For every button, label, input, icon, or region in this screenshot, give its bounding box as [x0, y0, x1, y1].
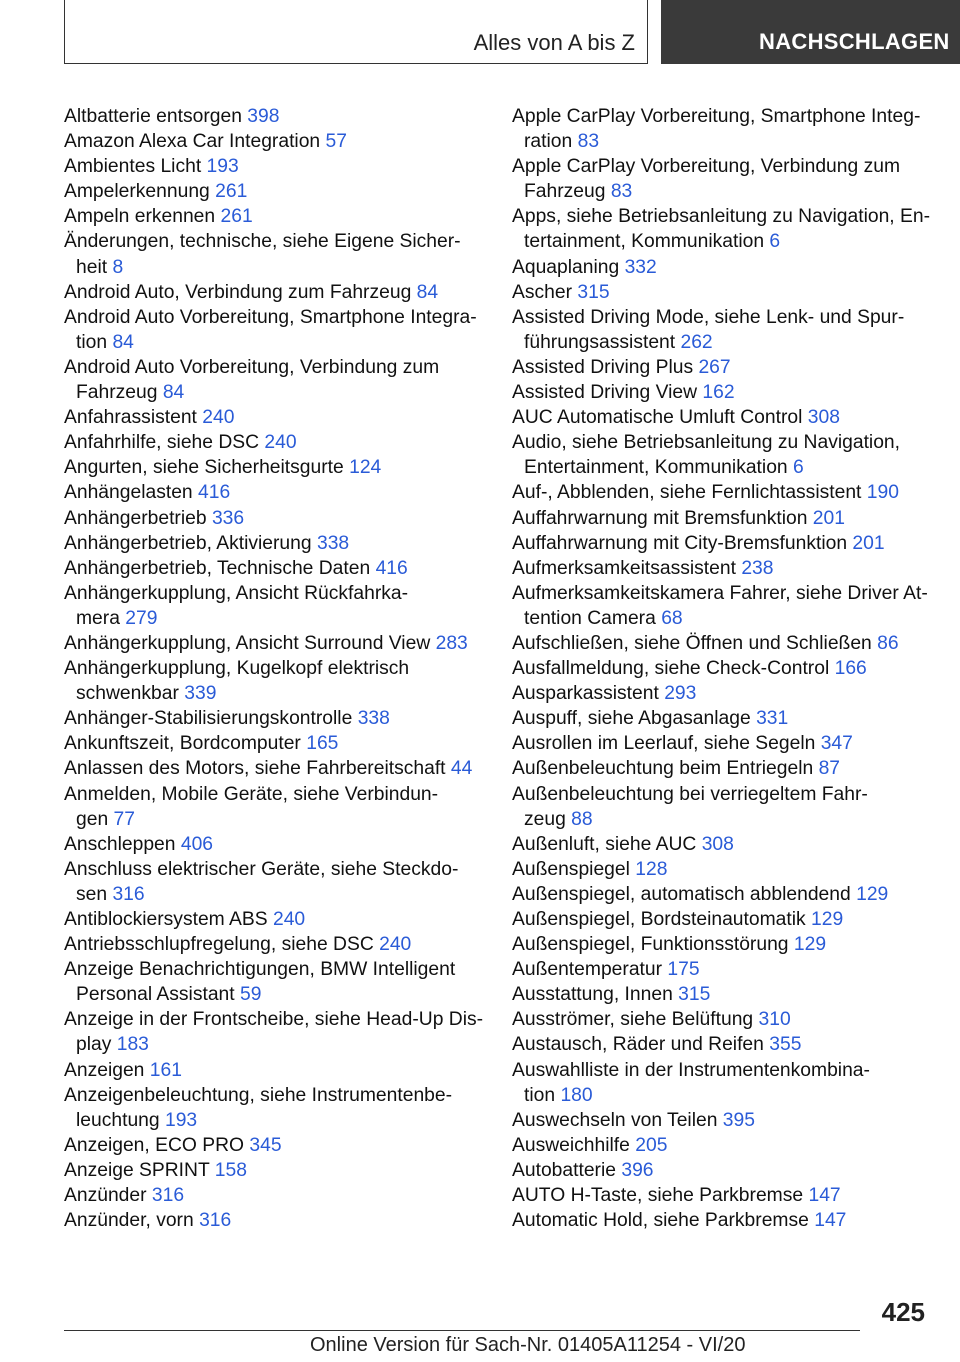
- index-term: play: [76, 1034, 112, 1056]
- index-entry: [512, 1133, 932, 1158]
- page-link[interactable]: 338: [316, 532, 350, 554]
- index-entry: [512, 380, 932, 405]
- footer-divider: [64, 1330, 860, 1331]
- index-term: Außenbeleuchtung bei verriegeltem Fahr-: [512, 783, 868, 805]
- index-term: Ausrollen im Leerlauf, siehe Segeln: [512, 733, 816, 755]
- page-link[interactable]: 205: [635, 1134, 668, 1156]
- index-term: Anzünder: [64, 1185, 147, 1207]
- index-term: Angurten, siehe Sicherheitsgurte: [64, 457, 344, 479]
- index-term: Änderungen, technische, siehe Eigene Sicher-: [64, 231, 461, 253]
- page-link[interactable]: 158: [214, 1159, 247, 1181]
- index-entry: [512, 355, 932, 380]
- index-term: zeug: [524, 808, 566, 830]
- page-link[interactable]: 240: [379, 934, 412, 956]
- index-entry: [64, 706, 484, 731]
- page-link[interactable]: 165: [306, 733, 339, 755]
- index-entry: [64, 154, 484, 179]
- index-term: Apple CarPlay Vorbereitung, Verbindung zum: [512, 156, 901, 178]
- page-link[interactable]: 398: [247, 106, 280, 127]
- index-entry: [512, 932, 932, 957]
- index-entry: [64, 1133, 484, 1158]
- index-term: sen: [76, 883, 108, 905]
- index-term: Android Auto Vorbereitung, Smartphone Integra-: [64, 306, 477, 328]
- header-chapter-box: [64, 0, 648, 64]
- page-link[interactable]: 339: [184, 683, 217, 705]
- index-entry: [64, 305, 484, 355]
- index-term: Außentemperatur: [512, 959, 663, 981]
- index-entry: [64, 1083, 484, 1133]
- index-entry: [512, 782, 932, 832]
- index-term: Anhängerbetrieb: [64, 507, 207, 529]
- page-link[interactable]: 336: [211, 507, 245, 529]
- page-link[interactable]: 267: [698, 356, 731, 378]
- index-term: Auswahlliste in der Instrumentenkombina-: [512, 1059, 870, 1081]
- index-term: gen: [76, 808, 109, 830]
- page-link[interactable]: 308: [701, 833, 734, 855]
- page-link[interactable]: 124: [349, 457, 382, 479]
- index-entry: [512, 982, 932, 1007]
- index-entry: [64, 1183, 484, 1208]
- index-entry: [64, 782, 484, 832]
- index-term: Ankunftszeit, Bordcomputer: [64, 733, 301, 755]
- page-link[interactable]: 129: [793, 934, 827, 956]
- index-term: Anzeige Benachrichtigungen, BMW Intelligent: [64, 959, 456, 981]
- page-link[interactable]: 240: [202, 407, 235, 429]
- index-term: Anschluss elektrischer Geräte, siehe Steckdo-: [64, 858, 459, 880]
- index-term: Antriebsschlupfregelung, siehe DSC: [64, 934, 374, 956]
- index-entry: [64, 1208, 484, 1233]
- index-term: leuchtung: [76, 1109, 160, 1131]
- index-term: Ausparkassistent: [512, 683, 659, 705]
- page-link[interactable]: 261: [215, 181, 248, 203]
- index-entry: [512, 305, 932, 355]
- page-link[interactable]: 6: [793, 457, 804, 479]
- index-entry: [64, 907, 484, 932]
- index-term: Anhängerkupplung, Ansicht Rückfahrka-: [64, 582, 409, 604]
- page-link[interactable]: 183: [116, 1034, 149, 1056]
- header-section-tab: [661, 0, 960, 64]
- index-entry: [512, 405, 932, 430]
- index-term: Ampelerkennung: [64, 181, 210, 203]
- page-link[interactable]: 175: [667, 959, 700, 981]
- page-link[interactable]: 283: [435, 632, 468, 654]
- page-link[interactable]: 84: [162, 382, 185, 404]
- page-link[interactable]: 77: [113, 808, 135, 830]
- index-term: Amazon Alexa Car Integration: [64, 131, 321, 153]
- index-term: Anhängerbetrieb, Technische Daten: [64, 557, 371, 579]
- page-link[interactable]: 8: [112, 256, 124, 278]
- index-term: Anhängerkupplung, Kugelkopf elektrisch: [64, 658, 410, 680]
- page-link[interactable]: 86: [877, 632, 899, 654]
- page-link[interactable]: 88: [571, 808, 593, 830]
- index-entry: [512, 832, 932, 857]
- page-link[interactable]: 240: [264, 432, 297, 454]
- index-term: Anhänger-Stabilisierungskontrolle: [64, 708, 353, 730]
- page-link[interactable]: 395: [722, 1109, 755, 1131]
- index-entry: [512, 1058, 932, 1108]
- page-link[interactable]: 201: [812, 507, 845, 529]
- index-term: Assisted Driving Plus: [512, 356, 694, 378]
- chapter-title: Alles von A bis Z: [473, 30, 635, 55]
- page-link[interactable]: 128: [635, 858, 668, 880]
- index-entry: [512, 907, 932, 932]
- index-term: Außenspiegel, Bordsteinautomatik: [512, 909, 806, 930]
- page-link[interactable]: 396: [621, 1159, 654, 1181]
- index-term: Ausfallmeldung, siehe Check-Control: [512, 658, 830, 680]
- page-link[interactable]: 316: [199, 1210, 232, 1232]
- index-term: Außenspiegel: [512, 858, 630, 880]
- index-term: Fahrzeug: [524, 181, 606, 203]
- page-link[interactable]: 129: [811, 909, 844, 930]
- page-link[interactable]: 262: [680, 331, 713, 353]
- index-term: mera: [76, 607, 120, 629]
- index-entry: [64, 957, 484, 1007]
- index-term: Anzeige in der Frontscheibe, siehe Head-Up Dis-: [64, 1009, 484, 1031]
- page-link[interactable]: 83: [577, 131, 600, 153]
- index-term: Aquaplaning: [512, 256, 620, 278]
- index-term: Anzünder, vorn: [64, 1210, 194, 1232]
- index-term: Anschleppen: [64, 833, 176, 855]
- page-link[interactable]: 83: [610, 181, 633, 203]
- page-link[interactable]: 193: [164, 1109, 198, 1131]
- index-term: Anzeigen, ECO PRO: [64, 1134, 245, 1156]
- page-link[interactable]: 59: [239, 984, 262, 1006]
- index-term: Ambientes Licht: [64, 156, 202, 178]
- index-term: Autobatterie: [512, 1159, 616, 1181]
- index-term: Personal Assistant: [76, 984, 235, 1006]
- index-entry: [64, 280, 484, 305]
- index-term: Auf-, Abblenden, siehe Fernlichtassistent: [512, 482, 862, 504]
- index-term: Ausweichhilfe: [512, 1134, 630, 1156]
- index-term: Android Auto Vorbereitung, Verbindung zum: [64, 356, 440, 378]
- page-link[interactable]: 84: [416, 281, 439, 303]
- index-term: tion: [524, 1084, 556, 1106]
- index-entry: [64, 731, 484, 756]
- index-term: Außenbeleuchtung beim Entriegeln: [512, 758, 814, 780]
- page-link[interactable]: 201: [852, 532, 885, 554]
- index-term: heit: [76, 256, 108, 278]
- index-entry: [64, 932, 484, 957]
- page-link[interactable]: 161: [149, 1059, 182, 1081]
- index-entry: [512, 681, 932, 706]
- index-column-right: [512, 104, 932, 1233]
- index-term: Apps, siehe Betriebsanleitung zu Navigation, En-: [512, 206, 931, 228]
- index-entry: [64, 531, 484, 556]
- page-link[interactable]: 190: [866, 482, 899, 504]
- page-link[interactable]: 316: [112, 883, 145, 905]
- index-term: tion: [76, 331, 108, 353]
- index-entry: [64, 857, 484, 907]
- page-link[interactable]: 316: [151, 1185, 185, 1207]
- index-entry: [64, 832, 484, 857]
- index-term: Automatic Hold, siehe Parkbremse: [512, 1210, 809, 1232]
- index-column-left: [64, 104, 484, 1233]
- page-link[interactable]: 68: [661, 607, 683, 629]
- page-link[interactable]: 6: [769, 231, 781, 253]
- index-term: Anmelden, Mobile Geräte, siehe Verbindun-: [64, 783, 439, 805]
- index-term: AUTO H-Taste, siehe Parkbremse: [512, 1185, 804, 1207]
- page-link[interactable]: 180: [560, 1084, 593, 1106]
- index-entry: [64, 1007, 484, 1057]
- index-entry: [512, 430, 932, 480]
- index-term: Assisted Driving Mode, siehe Lenk- und Spur-: [512, 306, 905, 328]
- index-term: Aufmerksamkeitskamera Fahrer, siehe Driver At-: [512, 582, 928, 604]
- index-entry: [64, 179, 484, 204]
- page-link[interactable]: 293: [664, 683, 697, 705]
- page-link[interactable]: 44: [450, 758, 473, 780]
- index-entry: [64, 430, 484, 455]
- index-entry: [512, 154, 932, 204]
- page-link[interactable]: 238: [741, 557, 774, 579]
- index-entry: [64, 405, 484, 430]
- page-link[interactable]: 416: [375, 557, 408, 579]
- page-link[interactable]: 332: [624, 256, 657, 278]
- index-term: Assisted Driving View: [512, 382, 698, 404]
- page-link[interactable]: 347: [820, 733, 853, 755]
- section-title: NACHSCHLAGEN: [759, 29, 950, 54]
- index-entry: [512, 280, 932, 305]
- page-link[interactable]: 129: [856, 883, 889, 905]
- index-term: Aufschließen, siehe Öffnen und Schließen: [512, 632, 872, 654]
- index-entry: [64, 104, 484, 129]
- index-entry: [64, 581, 484, 631]
- index-entry: [512, 857, 932, 882]
- page-link[interactable]: 315: [678, 984, 711, 1006]
- index-entry: [512, 957, 932, 982]
- index-term: Aufmerksamkeitsassistent: [512, 557, 736, 579]
- index-term: Android Auto, Verbindung zum Fahrzeug: [64, 281, 412, 303]
- index-term: Anhängelasten: [64, 482, 193, 504]
- page-link[interactable]: 162: [702, 382, 735, 404]
- index-term: Fahrzeug: [76, 382, 158, 404]
- page-link[interactable]: 279: [125, 607, 158, 629]
- index-entry: [512, 1032, 932, 1057]
- index-entry: [64, 656, 484, 706]
- index-term: schwenkbar: [76, 683, 179, 705]
- page-link[interactable]: 308: [807, 407, 840, 429]
- page-link[interactable]: 193: [206, 156, 239, 178]
- index-entry: [512, 882, 932, 907]
- index-term: Audio, siehe Betriebsanleitung zu Navigation,: [512, 432, 901, 454]
- index-term: führungsassistent: [524, 331, 676, 353]
- index-term: Ampeln erkennen: [64, 206, 216, 228]
- index-term: Antiblockiersystem ABS: [64, 909, 268, 930]
- index-entry: [512, 1183, 932, 1208]
- index-entry: [64, 229, 484, 279]
- page-number: 425: [881, 1297, 925, 1327]
- index-term: Anzeige SPRINT: [64, 1159, 210, 1181]
- index-entry: [512, 531, 932, 556]
- index-entry: [64, 355, 484, 405]
- index-term: Auffahrwarnung mit City-Bremsfunktion: [512, 532, 848, 554]
- index-entry: [512, 1158, 932, 1183]
- page-link[interactable]: 338: [357, 708, 390, 730]
- index-entry: [512, 1108, 932, 1133]
- index-term: Anfahrassistent: [64, 407, 197, 429]
- page-link[interactable]: 261: [220, 206, 253, 228]
- index-term: Anhängerkupplung, Ansicht Surround View: [64, 632, 431, 654]
- index-entry: [512, 104, 932, 154]
- page-link[interactable]: 331: [756, 708, 789, 730]
- index-entry: [512, 656, 932, 681]
- page-link[interactable]: 87: [818, 758, 841, 780]
- index-entry: [64, 1058, 484, 1083]
- page-link[interactable]: 406: [180, 833, 214, 855]
- index-entry: [512, 556, 932, 581]
- index-entry: [512, 581, 932, 631]
- page-link[interactable]: 240: [272, 909, 306, 930]
- index-entry: [512, 480, 932, 505]
- index-entry: [512, 255, 932, 280]
- index-entry: [64, 1158, 484, 1183]
- index-entry: [512, 756, 932, 781]
- page-link[interactable]: 147: [814, 1210, 847, 1232]
- index-term: Ascher: [512, 281, 573, 303]
- index-term: Außenspiegel, Funktionsstörung: [512, 934, 789, 956]
- index-term: Austausch, Räder und Reifen: [512, 1034, 764, 1056]
- index-term: ration: [524, 131, 573, 153]
- index-term: Anlassen des Motors, siehe Fahrbereitschaft: [64, 758, 446, 780]
- index-entry: [512, 631, 932, 656]
- index-term: Auffahrwarnung mit Bremsfunktion: [512, 507, 808, 529]
- index-term: Auspuff, siehe Abgasanlage: [512, 708, 751, 730]
- index-entry: [512, 204, 932, 254]
- index-term: Auswechseln von Teilen: [512, 1109, 718, 1131]
- index-entry: [512, 706, 932, 731]
- page-link[interactable]: 416: [198, 482, 231, 504]
- page-link[interactable]: 315: [577, 281, 610, 303]
- index-term: tention Camera: [524, 607, 656, 629]
- page-link[interactable]: 345: [249, 1134, 282, 1156]
- index-entry: [512, 1208, 932, 1233]
- index-term: Außenspiegel, automatisch abblendend: [512, 883, 851, 905]
- page-link[interactable]: 147: [808, 1185, 841, 1207]
- index-term: Altbatterie entsorgen: [64, 106, 242, 127]
- index-term: Apple CarPlay Vorbereitung, Smartphone Integ-: [512, 106, 921, 127]
- index-term: AUC Automatische Umluft Control: [512, 407, 803, 429]
- page-link[interactable]: 310: [758, 1009, 791, 1031]
- index-term: Anhängerbetrieb, Aktivierung: [64, 532, 312, 554]
- index-entry: [512, 731, 932, 756]
- index-entry: [512, 506, 932, 531]
- index-term: Ausströmer, siehe Belüftung: [512, 1009, 754, 1031]
- index-term: Entertainment, Kommunikation: [524, 457, 788, 479]
- index-entry: [64, 631, 484, 656]
- index-term: Ausstattung, Innen: [512, 984, 673, 1006]
- index-entry: [64, 129, 484, 154]
- page-link[interactable]: 355: [769, 1034, 802, 1056]
- index-entry: [64, 556, 484, 581]
- index-entry: [64, 506, 484, 531]
- index-term: Anzeigen: [64, 1059, 145, 1081]
- index-entry: [64, 204, 484, 229]
- page-link[interactable]: 166: [834, 658, 867, 680]
- index-term: Anfahrhilfe, siehe DSC: [64, 432, 260, 454]
- page-link[interactable]: 57: [325, 131, 347, 153]
- index-entry: [64, 756, 484, 781]
- index-entry: [512, 1007, 932, 1032]
- index-entry: [64, 455, 484, 480]
- page-link[interactable]: 84: [112, 331, 134, 353]
- index-entry: [64, 480, 484, 505]
- index-term: tertainment, Kommunikation: [524, 231, 765, 253]
- index-term: Anzeigenbeleuchtung, siehe Instrumentenbe-: [64, 1084, 453, 1106]
- index-term: Außenluft, siehe AUC: [512, 833, 697, 855]
- online-version-note: Online Version für Sach-Nr. 01405A11254 - VI/20: [310, 1334, 746, 1356]
